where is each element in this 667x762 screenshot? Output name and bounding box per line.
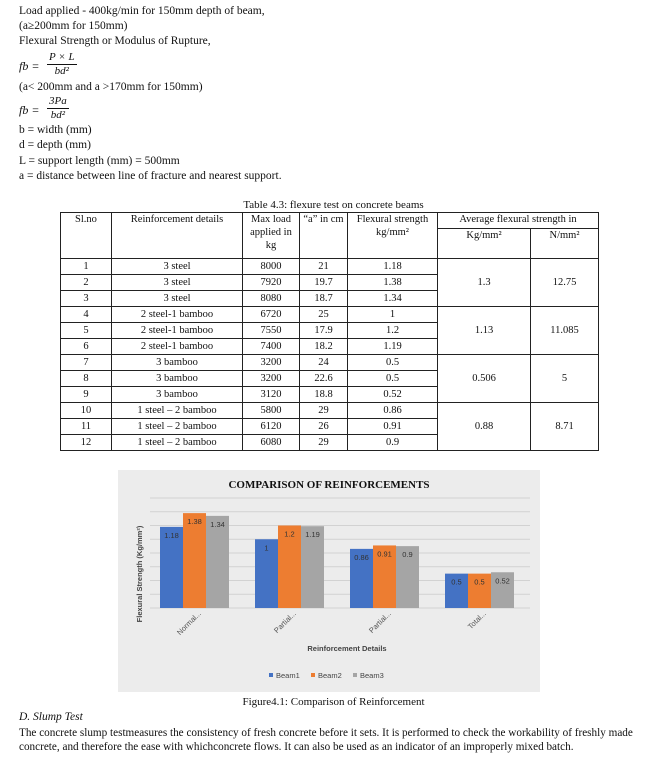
section-heading: D. Slump Test [19, 711, 83, 723]
cell-max-load: 7920 [243, 275, 300, 291]
cell-average-n: 5 [531, 355, 599, 403]
cell-max-load: 8080 [243, 291, 300, 307]
cell-max-load: 6720 [243, 307, 300, 323]
data-label: 0.9 [402, 550, 413, 560]
cell-max-load: 6120 [243, 419, 300, 435]
header-flexural: Flexural strength kg/mm² [348, 213, 438, 259]
cell-slno: 6 [61, 339, 112, 355]
data-label: 0.91 [377, 549, 392, 559]
cell-a: 18.8 [300, 387, 348, 403]
cell-a: 22.6 [300, 371, 348, 387]
cell-a: 17.9 [300, 323, 348, 339]
data-label: 0.5 [451, 577, 462, 587]
cell-flexural: 0.52 [348, 387, 438, 403]
definition-L: L = support length (mm) = 500mm [19, 155, 180, 167]
legend-label: Beam2 [318, 671, 342, 680]
cell-slno: 7 [61, 355, 112, 371]
cell-average-n: 12.75 [531, 259, 599, 307]
flexure-test-table [60, 212, 599, 451]
condition-text-1: (a≥200mm for 150mm) [19, 20, 128, 32]
cell-reinforcement: 3 bamboo [112, 371, 243, 387]
cell-slno: 3 [61, 291, 112, 307]
cell-a: 26 [300, 419, 348, 435]
category-label: Normal... [175, 609, 203, 637]
cell-reinforcement: 3 steel [112, 291, 243, 307]
comparison-chart [118, 470, 540, 692]
header-max-load: Max load applied in kg [243, 213, 300, 259]
flexural-strength-heading: Flexural Strength or Modulus of Rupture, [19, 35, 211, 47]
table-row [61, 355, 599, 371]
data-label: 1.34 [210, 519, 225, 529]
cell-flexural: 1.19 [348, 339, 438, 355]
cell-reinforcement: 1 steel – 2 bamboo [112, 403, 243, 419]
data-label: 0.52 [495, 576, 510, 586]
cell-flexural: 1.34 [348, 291, 438, 307]
section-paragraph: The concrete slump testmeasures the consistency of fresh concrete before it sets. It is performed to check the workability of freshly made concrete, and therefore the ease with whichconcrete flows. It can also be used as an indicator of an improperly mixed batch. [19, 727, 633, 753]
cell-flexural: 1.18 [348, 259, 438, 275]
data-label: 0.86 [354, 552, 369, 562]
legend-label: Beam1 [276, 671, 300, 680]
header-avg-n: N/mm² [531, 229, 599, 259]
header-average: Average flexural strength in [438, 213, 599, 229]
cell-flexural: 1 [348, 307, 438, 323]
cell-a: 18.2 [300, 339, 348, 355]
data-label: 1.38 [187, 517, 202, 527]
legend-swatch [269, 673, 273, 677]
cell-flexural: 1.38 [348, 275, 438, 291]
cell-flexural: 0.5 [348, 355, 438, 371]
data-label: 1.19 [305, 530, 320, 540]
cell-reinforcement: 1 steel – 2 bamboo [112, 419, 243, 435]
cell-slno: 2 [61, 275, 112, 291]
formula-1-fraction [47, 51, 77, 78]
definition-d: d = depth (mm) [19, 139, 91, 151]
cell-a: 18.7 [300, 291, 348, 307]
cell-average-kg: 0.506 [438, 355, 531, 403]
table-caption: Table 4.3: flexure test on concrete beams [243, 199, 424, 211]
header-reinforcement: Reinforcement details [112, 213, 243, 259]
cell-max-load: 6080 [243, 435, 300, 451]
bar-beam2 [183, 513, 206, 608]
data-label: 1.18 [164, 530, 179, 540]
chart-svg [118, 470, 540, 692]
cell-slno: 4 [61, 307, 112, 323]
cell-max-load: 5800 [243, 403, 300, 419]
cell-average-n: 11.085 [531, 307, 599, 355]
cell-a: 24 [300, 355, 348, 371]
x-axis-label: Reinforcement Details [307, 644, 387, 653]
cell-slno: 1 [61, 259, 112, 275]
bar-beam3 [206, 516, 229, 608]
cell-slno: 12 [61, 435, 112, 451]
cell-flexural: 1.2 [348, 323, 438, 339]
formula-2-fraction [47, 95, 69, 122]
cell-flexural: 0.9 [348, 435, 438, 451]
cell-reinforcement: 3 steel [112, 259, 243, 275]
cell-reinforcement: 3 steel [112, 275, 243, 291]
table-row [61, 259, 599, 275]
table-row [61, 307, 599, 323]
data-label: 1 [264, 543, 269, 553]
table-row [61, 403, 599, 419]
header-avg-kg: Kg/mm² [438, 229, 531, 259]
cell-reinforcement: 2 steel-1 bamboo [112, 339, 243, 355]
cell-slno: 10 [61, 403, 112, 419]
cell-slno: 11 [61, 419, 112, 435]
cell-flexural: 0.86 [348, 403, 438, 419]
cell-a: 25 [300, 307, 348, 323]
data-label: 0.5 [474, 577, 485, 587]
cell-a: 19.7 [300, 275, 348, 291]
cell-a: 29 [300, 403, 348, 419]
cell-reinforcement: 1 steel – 2 bamboo [112, 435, 243, 451]
formula-1-denominator: bd² [54, 65, 69, 77]
cell-reinforcement: 2 steel-1 bamboo [112, 307, 243, 323]
cell-max-load: 3200 [243, 371, 300, 387]
legend-swatch [353, 673, 357, 677]
cell-a: 29 [300, 435, 348, 451]
cell-a: 21 [300, 259, 348, 275]
formula-1-numerator: P × L [49, 51, 75, 63]
header-a-in-cm: “a” in cm [300, 213, 348, 259]
cell-slno: 9 [61, 387, 112, 403]
y-axis-label: Flexural Strength (Kg/mm²) [135, 525, 144, 623]
condition-text-2: (a< 200mm and a >170mm for 150mm) [19, 81, 203, 93]
header-slno: Sl.no [61, 213, 112, 259]
formula-1-lhs: fb = [19, 59, 40, 73]
cell-flexural: 0.91 [348, 419, 438, 435]
cell-max-load: 7550 [243, 323, 300, 339]
definition-b: b = width (mm) [19, 124, 92, 136]
category-label: Partial... [367, 609, 393, 635]
data-label: 1.2 [284, 529, 295, 539]
cell-reinforcement: 3 bamboo [112, 355, 243, 371]
cell-average-kg: 1.3 [438, 259, 531, 307]
cell-average-n: 8.71 [531, 403, 599, 451]
cell-flexural: 0.5 [348, 371, 438, 387]
category-label: Total... [465, 609, 488, 632]
formula-2-numerator: 3Pa [49, 95, 67, 107]
cell-slno: 5 [61, 323, 112, 339]
cell-reinforcement: 3 bamboo [112, 387, 243, 403]
cell-average-kg: 0.88 [438, 403, 531, 451]
cell-max-load: 8000 [243, 259, 300, 275]
cell-max-load: 3200 [243, 355, 300, 371]
figure-caption: Figure4.1: Comparison of Reinforcement [242, 696, 425, 708]
chart-title: COMPARISON OF REINFORCEMENTS [228, 479, 430, 491]
cell-slno: 8 [61, 371, 112, 387]
legend-swatch [311, 673, 315, 677]
formula-2-lhs: fb = [19, 103, 40, 117]
cell-reinforcement: 2 steel-1 bamboo [112, 323, 243, 339]
cell-max-load: 7400 [243, 339, 300, 355]
legend-label: Beam3 [360, 671, 384, 680]
definition-a: a = distance between line of fracture and nearest support. [19, 170, 282, 182]
load-applied-text: Load applied - 400kg/min for 150mm depth of beam, [19, 5, 265, 17]
formula-2-denominator: bd² [50, 109, 66, 121]
category-label: Partial... [272, 609, 298, 635]
cell-average-kg: 1.13 [438, 307, 531, 355]
cell-max-load: 3120 [243, 387, 300, 403]
